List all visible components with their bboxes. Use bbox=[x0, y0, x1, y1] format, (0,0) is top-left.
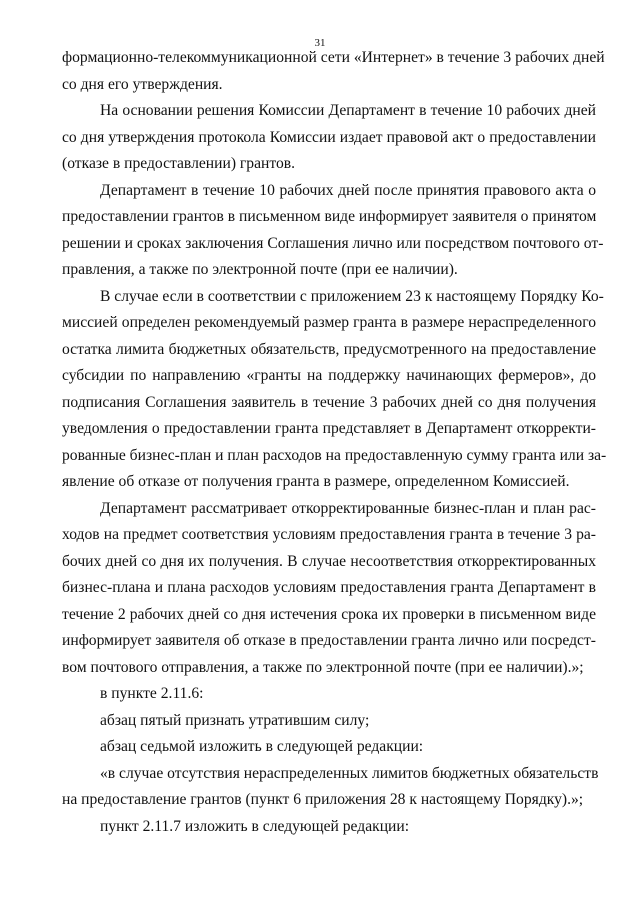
text-line: абзац седьмой изложить в следующей редакции: bbox=[100, 738, 424, 755]
text-line: на предоставление грантов (пункт 6 приложения 28 к настоящему Порядку).»; bbox=[62, 791, 584, 808]
text-line: пункт 2.11.7 изложить в следующей редакции: bbox=[100, 817, 410, 835]
text-line: предоставлении грантов в письменном виде информирует заявителя о принятом bbox=[62, 208, 597, 225]
text-line: явление об отказе от получения гранта в размере, определенном Комиссией. bbox=[62, 473, 570, 490]
text-line: бочих дней со дня их получения. В случае несоответствия откорректированных bbox=[62, 552, 596, 570]
text-line: «в случае отсутствия нераспределенных лимитов бюджетных обязательств bbox=[100, 764, 599, 782]
text-line: информирует заявителя об отказе в предоставлении гранта лично или посредст- bbox=[62, 632, 596, 649]
text-line: вом почтового отправления, а также по электронной почте (при ее наличии).»; bbox=[62, 658, 584, 676]
text-line: остатка лимита бюджетных обязательств, предусмотренного на предоставление bbox=[62, 340, 596, 358]
text-line: решении и сроках заключения Соглашения лично или посредством почтового от- bbox=[62, 234, 604, 252]
text-line: со дня утверждения протокола Комиссии издает правовой акт о предоставлении bbox=[62, 128, 596, 146]
text-line: течение 2 рабочих дней со дня истечения срока их проверки в письменном виде bbox=[62, 605, 596, 623]
document-body bbox=[62, 45, 607, 840]
text-line: формационно-телекоммуникационной сети «Интернет» в течение 3 рабочих дней bbox=[62, 49, 605, 66]
text-line: В случае если в соответствии с приложением 23 к настоящему Порядку Ко- bbox=[100, 287, 604, 305]
text-line: На основании решения Комиссии Департамент в течение 10 рабочих дней bbox=[100, 102, 596, 119]
text-line: бизнес-плана и плана расходов условиям предоставления гранта Департамент в bbox=[62, 579, 596, 596]
text-line: подписания Соглашения заявитель в течение 3 рабочих дней со дня получения bbox=[62, 393, 596, 411]
text-line: в пункте 2.11.6: bbox=[100, 685, 204, 702]
text-line: (отказе в предоставлении) грантов. bbox=[62, 155, 296, 172]
text-line: субсидии по направлению «гранты на поддержку начинающих фермеров», до bbox=[62, 367, 596, 384]
text-line: абзац пятый признать утратившим силу; bbox=[100, 711, 370, 729]
text-line: со дня его утверждения. bbox=[62, 75, 223, 93]
text-line: Департамент рассматривает откорректированные бизнес-план и план рас- bbox=[100, 499, 596, 517]
text-line: рованные бизнес-план и план расходов на предоставленную сумму гранта или за- bbox=[62, 446, 607, 464]
text-line: ходов на предмет соответствия условиям предоставления гранта в течение 3 ра- bbox=[62, 526, 596, 543]
text-line: миссией определен рекомендуемый размер гранта в размере нераспределенного bbox=[62, 314, 596, 331]
text-line: Департамент в течение 10 рабочих дней после принятия правового акта о bbox=[100, 181, 596, 199]
page-number: 31 bbox=[314, 37, 326, 49]
text-line: уведомления о предоставлении гранта представляет в Департамент откорректи- bbox=[62, 420, 596, 437]
text-line: правления, а также по электронной почте (при ее наличии). bbox=[62, 261, 458, 278]
